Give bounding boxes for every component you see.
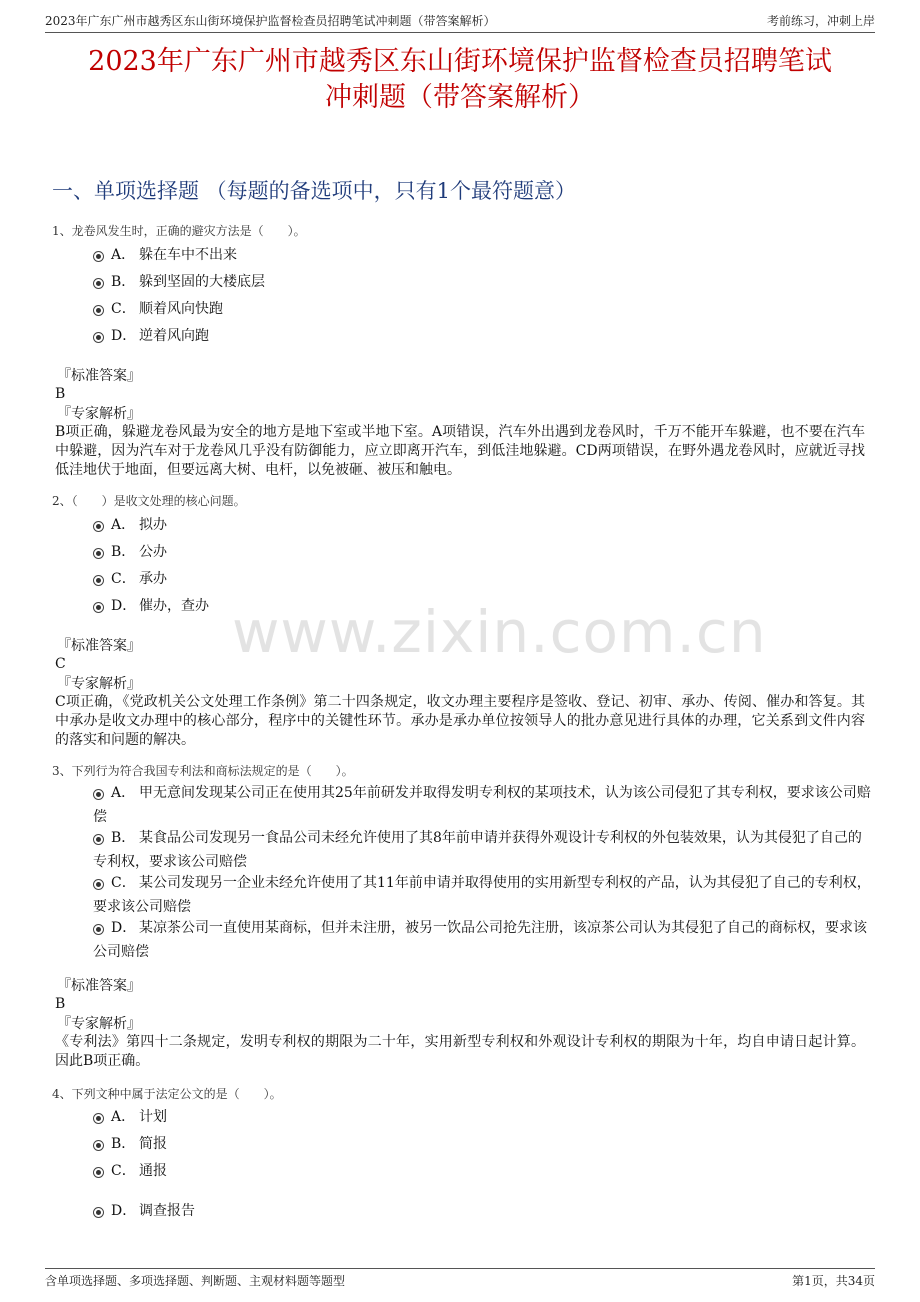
analysis-label: 『专家解析』	[57, 1016, 141, 1032]
watermark: www.zixin.com.cn	[232, 598, 767, 666]
question-1-option-a[interactable]: A． 躲在车中不出来	[93, 243, 873, 267]
section-heading: 一、单项选择题 （每题的备选项中，只有1个最符题意）	[52, 179, 577, 203]
question-1-option-c[interactable]: C． 顺着风向快跑	[93, 297, 873, 321]
radio-icon[interactable]	[93, 879, 104, 890]
question-1-answer: B	[55, 386, 66, 402]
radio-icon[interactable]	[93, 924, 104, 935]
question-3-stem: 3、下列行为符合我国专利法和商标法规定的是（ ）。	[52, 764, 354, 778]
question-2-option-c[interactable]: C． 承办	[93, 567, 873, 591]
document-title-line-2: 冲刺题（带答案解析）	[325, 82, 595, 113]
radio-icon[interactable]	[93, 332, 104, 343]
question-1-stem: 1、龙卷风发生时，正确的避灾方法是（ ）。	[52, 224, 306, 238]
answer-label: 『标准答案』	[57, 978, 141, 994]
question-1-option-b[interactable]: B． 躲到坚固的大楼底层	[93, 270, 873, 294]
question-4-option-c[interactable]: C． 通报	[93, 1159, 873, 1183]
question-3-answer: B	[55, 996, 66, 1012]
question-3-option-c[interactable]: C． 某公司发现另一企业未经允许使用了其11年前申请并取得使用的实用新型专利权的产品，认为其侵犯了自己的专利权，要求该公司赔偿	[93, 875, 871, 915]
radio-icon[interactable]	[93, 548, 104, 559]
question-3-option-d[interactable]: D． 某凉茶公司一直使用某商标，但并未注册，被另一饮品公司抢先注册，该凉茶公司认为其侵犯了自己的商标权，要求该公司赔偿	[93, 920, 867, 960]
question-2-stem: 2、（ ）是收文处理的核心问题。	[52, 494, 246, 508]
radio-icon[interactable]	[93, 1207, 104, 1218]
header-slogan: 考前练习，冲刺上岸	[766, 14, 875, 28]
question-2-option-a[interactable]: A． 拟办	[93, 513, 873, 537]
question-4-option-a[interactable]: A． 计划	[93, 1105, 873, 1129]
radio-icon[interactable]	[93, 1140, 104, 1151]
question-3-option-b[interactable]: B． 某食品公司发现另一食品公司未经允许使用了其8年前申请并获得外观设计专利权的外包装效果，认为其侵犯了自己的专利权，要求该公司赔偿	[93, 830, 862, 870]
radio-icon[interactable]	[93, 251, 104, 262]
header-document-title: 2023年广东广州市越秀区东山街环境保护监督检查员招聘笔试冲刺题（带答案解析）	[45, 14, 496, 28]
page-footer	[45, 1268, 875, 1291]
radio-icon[interactable]	[93, 834, 104, 845]
question-4-option-b[interactable]: B． 简报	[93, 1132, 873, 1156]
footer-question-types: 含单项选择题、多项选择题、判断题、主观材料题等题型	[45, 1274, 346, 1288]
radio-icon[interactable]	[93, 1113, 104, 1124]
radio-icon[interactable]	[93, 1167, 104, 1178]
question-3-analysis: 《专利法》第四十二条规定，发明专利权的期限为二十年，实用新型专利权和外观设计专利权的期限为十年，均自申请日起计算。因此B项正确。	[55, 1034, 865, 1069]
analysis-label: 『专家解析』	[57, 676, 141, 692]
radio-icon[interactable]	[93, 789, 104, 800]
radio-icon[interactable]	[93, 575, 104, 586]
question-2-option-b[interactable]: B． 公办	[93, 540, 873, 564]
question-1-option-d[interactable]: D． 逆着风向跑	[93, 324, 873, 348]
footer-page-number: 第1页，共34页	[792, 1274, 875, 1288]
question-4-stem: 4、下列文种中属于法定公文的是（ ）。	[52, 1087, 282, 1101]
document-title-line-1: 2023年广东广州市越秀区东山街环境保护监督检查员招聘笔试	[88, 46, 832, 77]
radio-icon[interactable]	[93, 278, 104, 289]
document-title	[40, 44, 880, 116]
question-4-option-d[interactable]: D． 调查报告	[93, 1199, 873, 1223]
question-2-answer: C	[55, 656, 66, 672]
question-3-option-a[interactable]: A． 甲无意间发现某公司正在使用其25年前研发并取得发明专利权的某项技术，认为该公司侵犯了其专利权，要求该公司赔偿	[93, 785, 871, 825]
answer-label: 『标准答案』	[57, 368, 141, 384]
radio-icon[interactable]	[93, 305, 104, 316]
radio-icon[interactable]	[93, 602, 104, 613]
analysis-label: 『专家解析』	[57, 406, 141, 422]
radio-icon[interactable]	[93, 521, 104, 532]
question-2-option-d[interactable]: D． 催办，查办	[93, 594, 873, 618]
page-header	[45, 10, 875, 33]
answer-label: 『标准答案』	[57, 638, 141, 654]
question-1-analysis: B项正确，躲避龙卷风最为安全的地方是地下室或半地下室。A项错误，汽车外出遇到龙卷风时，千万不能开车躲避，也不要在汽车中躲避，因为汽车对于龙卷风几乎没有防御能力，应立即离开汽车，到低洼地躲避。CD两项错误，在野外遇龙卷风时，应就近寻找低洼地伏于地面，但要远离大树、电杆，以免被砸、被压和触电。	[55, 424, 865, 478]
question-2-analysis: C项正确，《党政机关公文处理工作条例》第二十四条规定，收文办理主要程序是签收、登记、初审、承办、传阅、催办和答复。其中承办是收文办理中的核心部分，程序中的关键性环节。承办是承办单位按领导人的批办意见进行具体的办理，它关系到文件内容的落实和问题的解决。	[55, 694, 865, 748]
